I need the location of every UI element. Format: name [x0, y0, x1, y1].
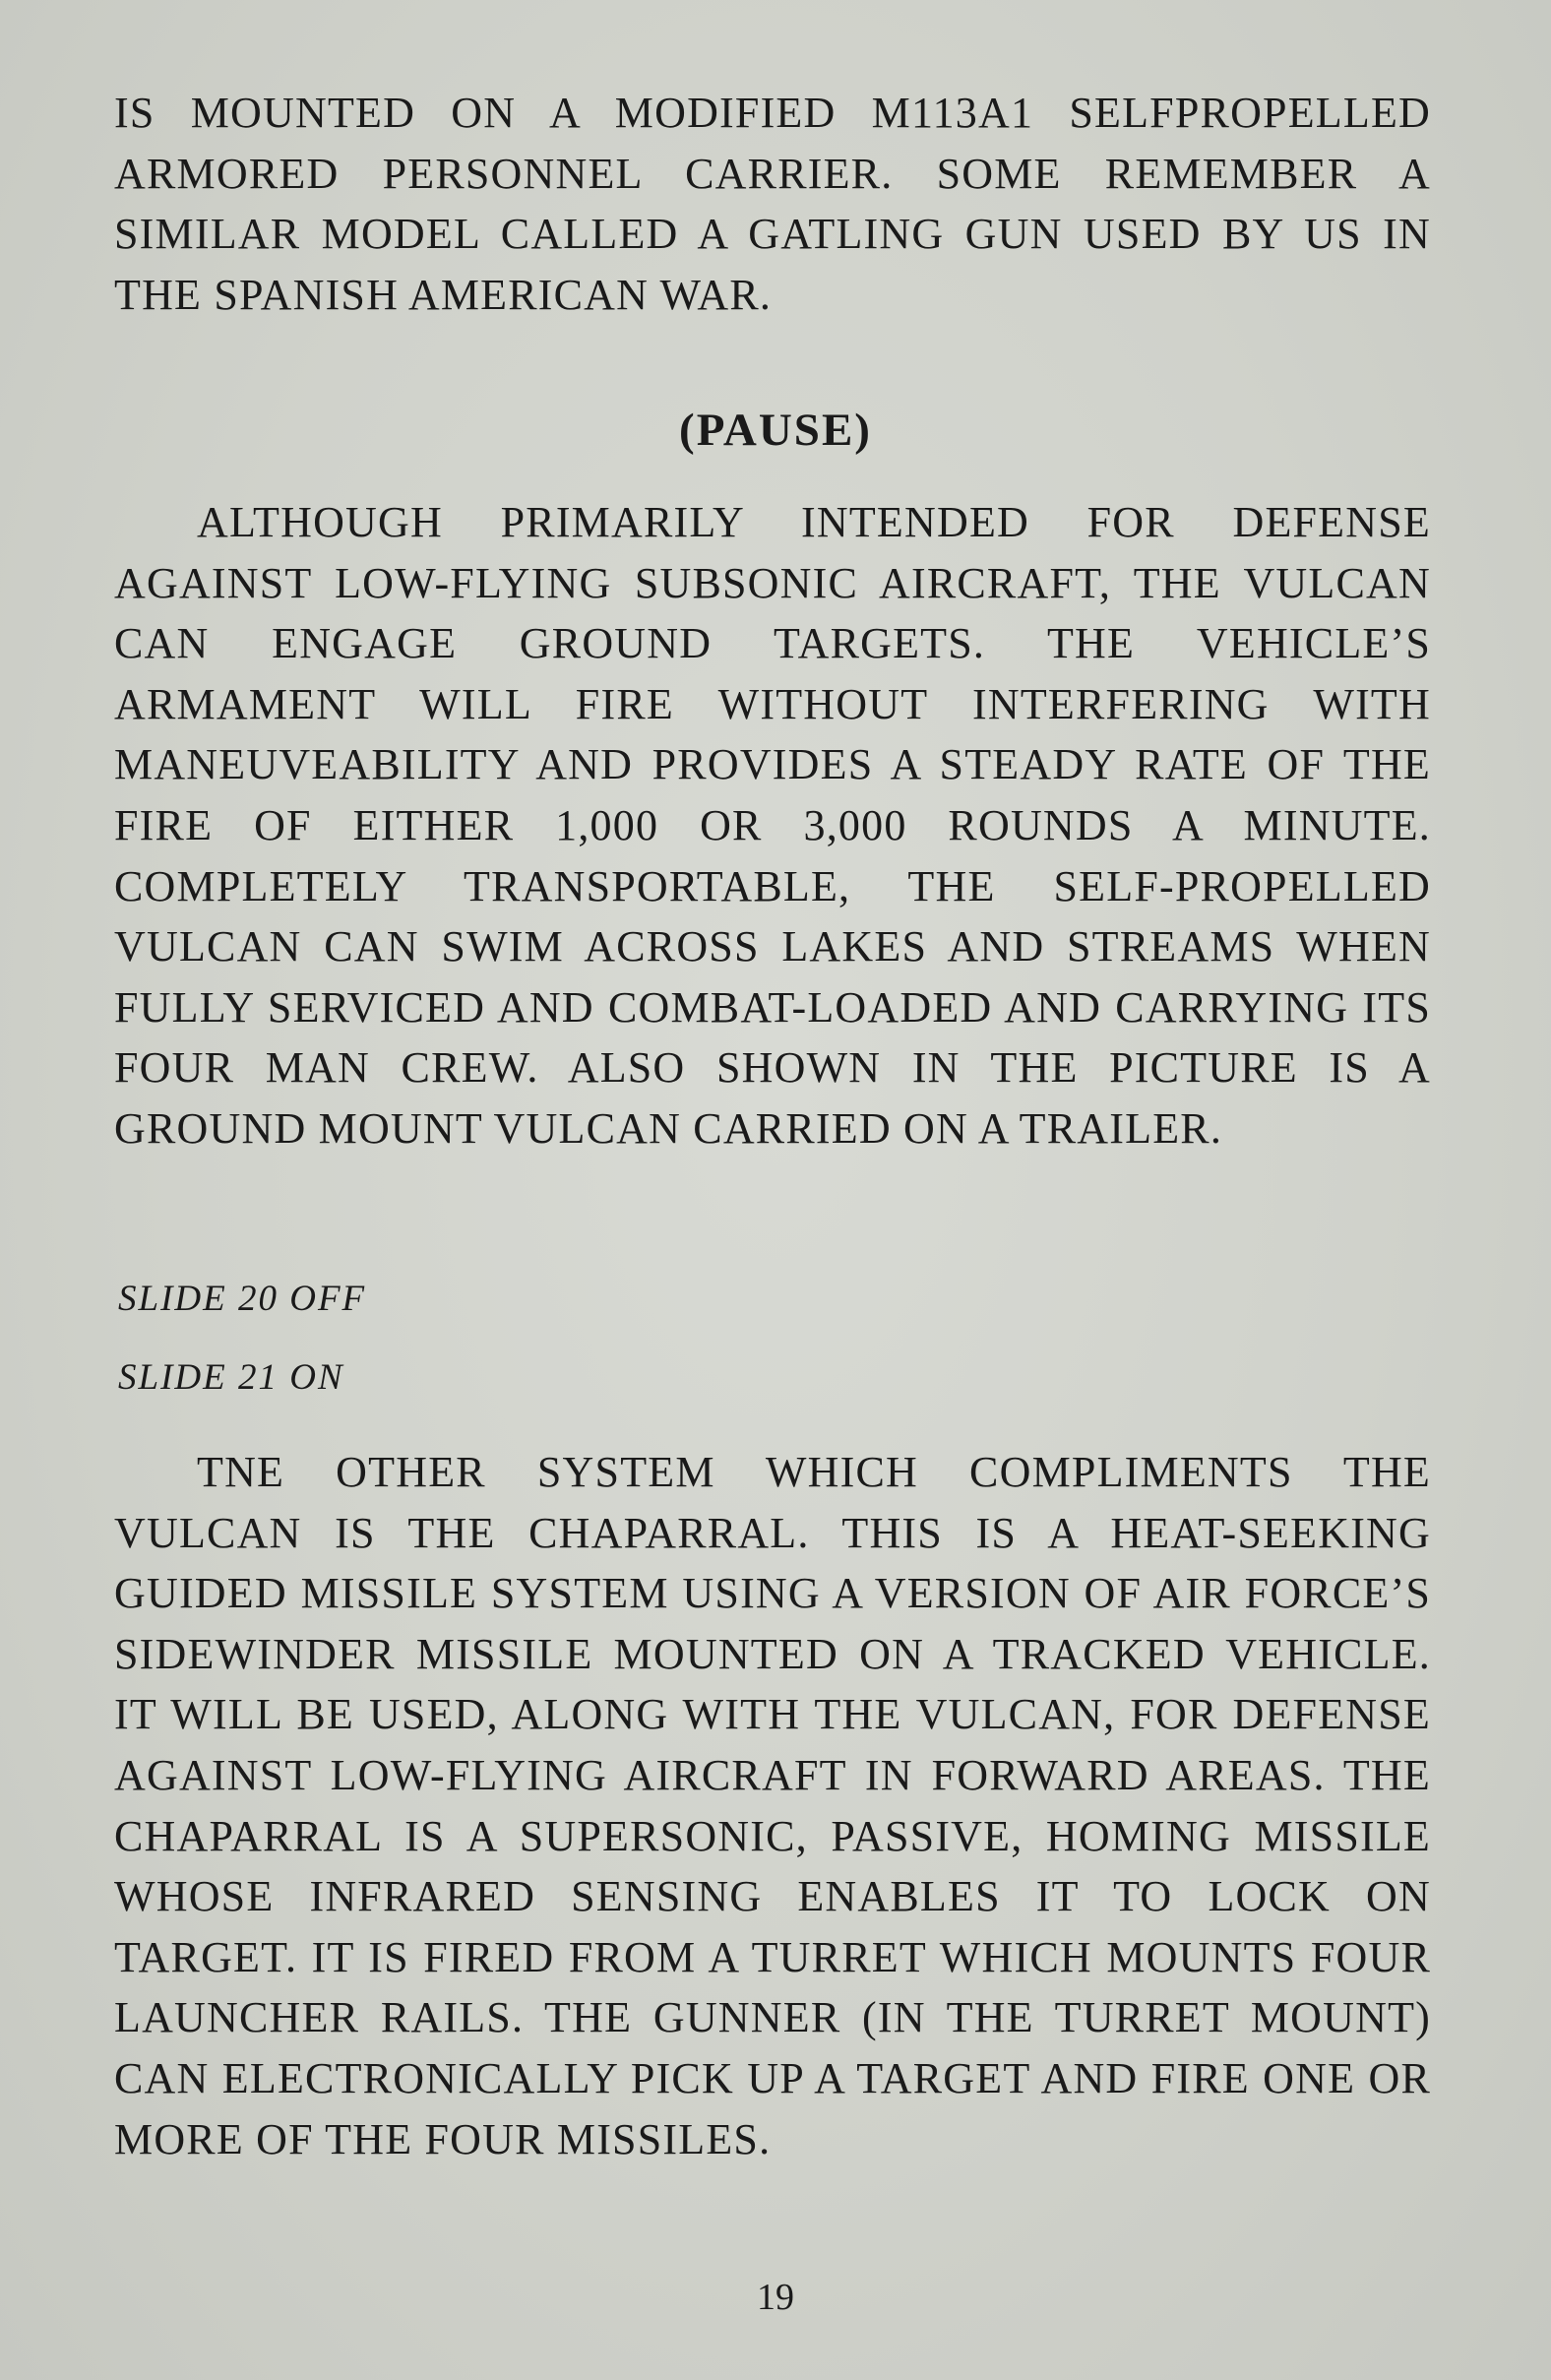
- paragraph-vulcan-description: ALTHOUGH PRIMARILY INTENDED FOR DEFENSE AGAINST LOW-FLYING SUBSONIC AIRCRAFT, THE VULCAN CAN ENGAGE GROUND TARGETS. THE VEHICLE’S ARMAMENT WILL FIRE WITHOUT INTERFERING WITH MANEUVEABILITY AND PROVIDES A STEADY RATE OF THE FIRE OF EITHER 1,000 OR 3,000 ROUNDS A MINUTE. COMPLETELY TRANSPORTABLE, THE SELF-PROPELLED VULCAN CAN SWIM ACROSS LAKES AND STREAMS WHEN FULLY SERVICED AND COMBAT-LOADED AND CARRYING ITS FOUR MAN CREW. ALSO SHOWN IN THE PICTURE IS A GROUND MOUNT VULCAN CARRIED ON A TRAILER.: [114, 498, 1431, 1153]
- page-number: 19: [757, 2277, 794, 2318]
- pause-heading: (PAUSE): [679, 405, 872, 456]
- slide-21-on-cue: SLIDE 21 ON: [118, 1357, 344, 1398]
- paragraph-gatling-history: IS MOUNTED ON A MODIFIED M113A1 SELFPROPELLED ARMORED PERSONNEL CARRIER. SOME REMEMBER A SIMILAR MODEL CALLED A GATLING GUN USED BY US IN THE SPANISH AMERICAN WAR.: [114, 89, 1431, 319]
- slide-20-off-cue: SLIDE 20 OFF: [118, 1279, 367, 1319]
- paragraph-chaparral-description: TNE OTHER SYSTEM WHICH COMPLIMENTS THE VULCAN IS THE CHAPARRAL. THIS IS A HEAT-SEEKING GUIDED MISSILE SYSTEM USING A VERSION OF AIR FORCE’S SIDEWINDER MISSILE MOUNTED ON A TRACKED VEHICLE. IT WILL BE USED, ALONG WITH THE VULCAN, FOR DEFENSE AGAINST LOW-FLYING AIRCRAFT IN FORWARD AREAS. THE CHAPARRAL IS A SUPERSONIC, PASSIVE, HOMING MISSILE WHOSE INFRARED SENSING ENABLES IT TO LOCK ON TARGET. IT IS FIRED FROM A TURRET WHICH MOUNTS FOUR LAUNCHER RAILS. THE GUNNER (IN THE TURRET MOUNT) CAN ELECTRONICALLY PICK UP A TARGET AND FIRE ONE OR MORE OF THE FOUR MISSILES.: [114, 1448, 1431, 2163]
